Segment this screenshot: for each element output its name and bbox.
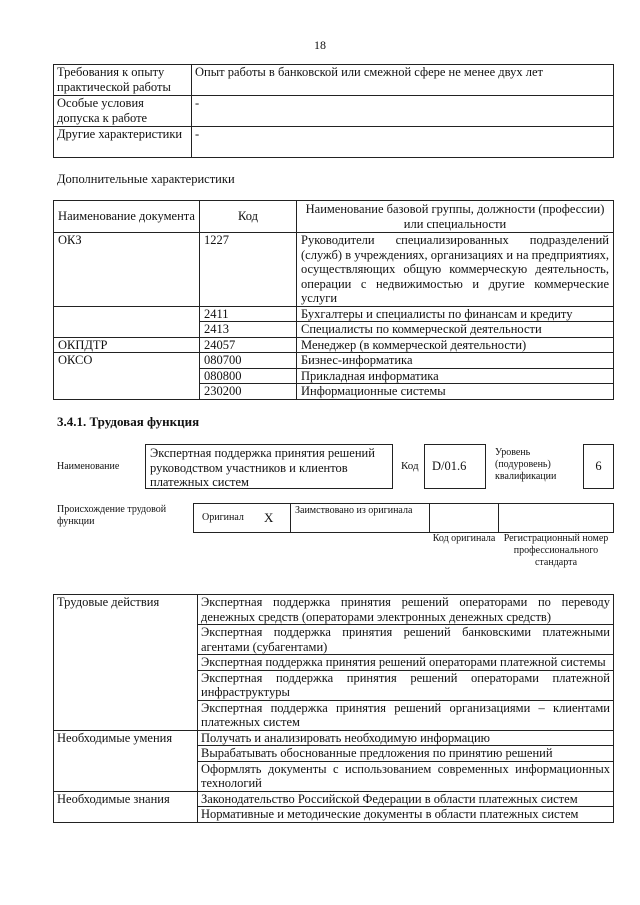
code-cell: 080800 [200,368,297,384]
name-cell: Менеджер (в коммерческой деятельности) [297,337,614,353]
doc-cell: ОКПДТР [54,337,200,353]
original-box [193,503,291,533]
borrowed-label: Заимствовано из оригинала [295,505,413,516]
header-row [54,201,614,233]
doc-cell [54,306,200,322]
details-item: Экспертная поддержка принятия решений операторами по переводу денежных средств (операторами электронных денежных средств) [198,595,614,625]
doc-cell [54,384,200,400]
details-item: Экспертная поддержка принятия решений организациями – клиентами платежных систем [198,700,614,730]
requirement-value: Опыт работы в банковской или смежной сфере не менее двух лет [192,65,614,96]
requirement-value: - [192,127,614,158]
details-label-empty [54,625,198,655]
code-label: Код [401,460,419,472]
code-cell: 080700 [200,353,297,369]
table-row [54,233,614,307]
table-row [54,807,614,823]
details-item: Экспертная поддержка принятия решений операторами платежной системы [198,655,614,671]
column-header: Наименование базовой группы, должности (профессии) или специальности [297,201,614,233]
table-row [54,65,614,96]
details-label-empty [54,700,198,730]
origin-label: Происхождение трудовой функции [57,504,167,527]
table-row [54,337,614,353]
doc-cell [54,368,200,384]
table-row [54,730,614,746]
details-item: Получать и анализировать необходимую информацию [198,730,614,746]
name-cell: Бизнес-информатика [297,353,614,369]
details-label-empty [54,761,198,791]
borrowed-box [290,503,430,533]
orig-code-box [429,503,499,533]
table-row [54,746,614,762]
reg-number-caption: Регистрационный номер профессионального стандарта [503,533,609,568]
table-row [54,700,614,730]
table-row [54,595,614,625]
level-value: 6 [583,444,614,489]
details-label-empty [54,655,198,671]
details-item: Экспертная поддержка принятия решений банковскими платежными агентами (субагентами) [198,625,614,655]
table-row [54,384,614,400]
function-name-label: Наименование [57,461,120,472]
name-cell: Специалисты по коммерческой деятельности [297,322,614,338]
details-label-empty [54,670,198,700]
details-label-empty [54,807,198,823]
name-cell: Бухгалтеры и специалисты по финансам и кредиту [297,306,614,322]
details-item: Нормативные и методические документы в области платежных систем [198,807,614,823]
code-cell: 230200 [200,384,297,400]
doc-cell: ОКЗ [54,233,200,307]
table-row [54,127,614,158]
requirements-table [53,64,614,158]
name-cell: Информационные системы [297,384,614,400]
additional-heading: Дополнительные характеристики [57,172,235,186]
table-row [54,306,614,322]
details-item: Экспертная поддержка принятия решений операторами платежной инфраструктуры [198,670,614,700]
code-value: D/01.6 [424,444,486,489]
table-row [54,322,614,338]
table-row [54,96,614,127]
function-title: 3.4.1. Трудовая функция [57,414,200,429]
name-cell: Прикладная информатика [297,368,614,384]
code-cell: 1227 [200,233,297,307]
table-row [54,791,614,807]
requirement-value: - [192,96,614,127]
requirement-label: Особые условия допуска к работе [54,96,192,127]
table-row [54,353,614,369]
original-mark: X [264,510,274,525]
table-row [54,368,614,384]
page-number: 18 [314,38,326,52]
reg-number-box [498,503,614,533]
column-header: Код [200,201,297,233]
details-item: Оформлять документы с использованием современных информационных технологий [198,761,614,791]
details-table [53,594,614,823]
function-name-value: Экспертная поддержка принятия решений руководством участников и клиентов платежных систем [145,444,393,489]
level-label: Уровень (подуровень) квалификации [495,447,557,482]
requirement-label: Требования к опыту практической работы [54,65,192,96]
details-item: Вырабатывать обоснованные предложения по принятию решений [198,746,614,762]
column-header: Наименование документа [54,201,200,233]
table-row [54,625,614,655]
code-cell: 24057 [200,337,297,353]
details-item: Законодательство Российской Федерации в области платежных систем [198,791,614,807]
table-row [54,670,614,700]
additional-table [53,200,614,400]
table-row [54,655,614,671]
details-label: Необходимые знания [54,791,198,807]
table-row [54,761,614,791]
details-label: Необходимые умения [54,730,198,746]
details-label-empty [54,746,198,762]
name-cell: Руководители специализированных подразделений (служб) в учреждениях, организациях и на предприятиях, осуществляющих общую коммерческую деятельность, операции с недвижимостью и другие коммерческие услуги [297,233,614,307]
details-label: Трудовые действия [54,595,198,625]
doc-cell [54,322,200,338]
orig-code-caption: Код оригинала [432,533,496,544]
code-cell: 2411 [200,306,297,322]
code-cell: 2413 [200,322,297,338]
doc-cell: ОКСО [54,353,200,369]
requirement-label: Другие характеристики [54,127,192,158]
original-label: Оригинал [202,512,244,523]
